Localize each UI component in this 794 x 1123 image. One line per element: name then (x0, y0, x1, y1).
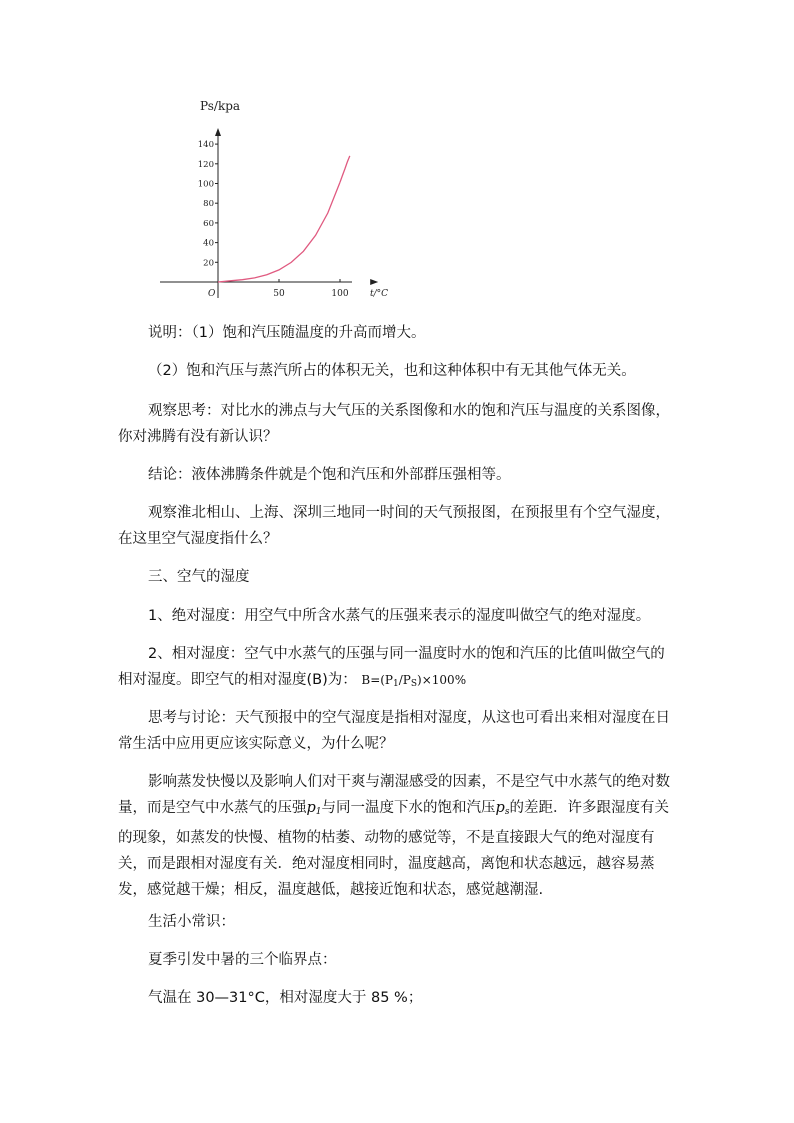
absolute-humidity: 1、绝对湿度：用空气中所含水蒸气的压强来表示的湿度叫做空气的绝对湿度。 (148, 608, 651, 624)
y-tick-label: 40 (203, 238, 214, 249)
y-tick-label: 120 (197, 159, 214, 170)
observe-question-1: 观察思考：对比水的沸点与大气压的关系图像和水的饱和汽压与温度的关系图像，你对沸腾有没有新认识？ (118, 403, 670, 445)
x-axis-label: t/°C (370, 289, 389, 299)
summer-heatstroke: 夏季引发中暑的三个临界点： (148, 952, 337, 968)
series-line (340, 156, 350, 182)
series-line (218, 182, 340, 282)
life-tip-heading: 生活小常识： (148, 914, 235, 930)
origin-label: O (208, 289, 216, 299)
observe-question-2: 观察淮北相山、上海、深圳三地同一时间的天气预报图，在预报里有个空气湿度，在这里空气湿度指什么？ (118, 505, 670, 547)
influence-paragraph: 影响蒸发快慢以及影响人们对干爽与潮湿感受的因素，不是空气中水蒸气的绝对数量，而是空气中水蒸气的压强$p_1$与同一温度下水的饱和汽压$p_s$的差距．许多跟湿度有关的现象，如蒸发的快慢、植物的枯萎、动物的感觉等，不是直接跟大气的绝对湿度有关，而是跟相对湿度有关．绝对湿度相同时，温度越高，离饱和状态越远，越容易蒸发，感觉越干燥；相反，温度越低，越接近饱和状态，感觉越潮湿. (118, 774, 670, 898)
y-tick-label: 60 (203, 218, 214, 229)
y-tick-label: 20 (203, 258, 214, 269)
chart-axes (160, 99, 388, 299)
y-axis-label: Ps/kpa (200, 99, 241, 113)
chart-series (218, 156, 350, 282)
y-axis-arrow (215, 128, 221, 136)
y-tick-label: 80 (203, 199, 214, 210)
x-tick-label: 100 (331, 289, 349, 299)
temperature-threshold: 气温在 30—31°C，相对湿度大于 85 %； (148, 990, 423, 1006)
x-axis-arrow (370, 279, 378, 285)
relative-humidity-text: 2、相对湿度：空气中水蒸气的压强与同一温度时水的饱和汽压的比值叫做空气的相对湿度。即空气的相对湿度(B)为： (118, 646, 665, 688)
y-tick-label: 140 (197, 140, 214, 151)
y-tick-label: 100 (197, 179, 214, 190)
note-2: （2）饱和汽压与蒸汽所占的体积无关，也和这种体积中有无其他气体无关。 (148, 363, 636, 379)
note-1: 说明：（1）饱和汽压随温度的升高而增大。 (148, 325, 426, 341)
saturation-pressure-chart (0, 0, 794, 310)
relative-humidity (118, 641, 678, 697)
conclusion: 结论：液体沸腾条件就是个饱和汽压和外部群压强相等。 (148, 467, 511, 483)
think-discuss: 思考与讨论：天气预报中的空气湿度是指相对湿度，从这也可看出来相对湿度在日常生活中应用更应该实际意义，为什么呢？ (118, 710, 670, 752)
x-tick-label: 50 (273, 289, 285, 299)
relative-humidity-formula: $B=(P_1/P_S)\times 100\%$ (361, 673, 467, 689)
section-heading-humidity: 三、空气的湿度 (148, 569, 250, 585)
